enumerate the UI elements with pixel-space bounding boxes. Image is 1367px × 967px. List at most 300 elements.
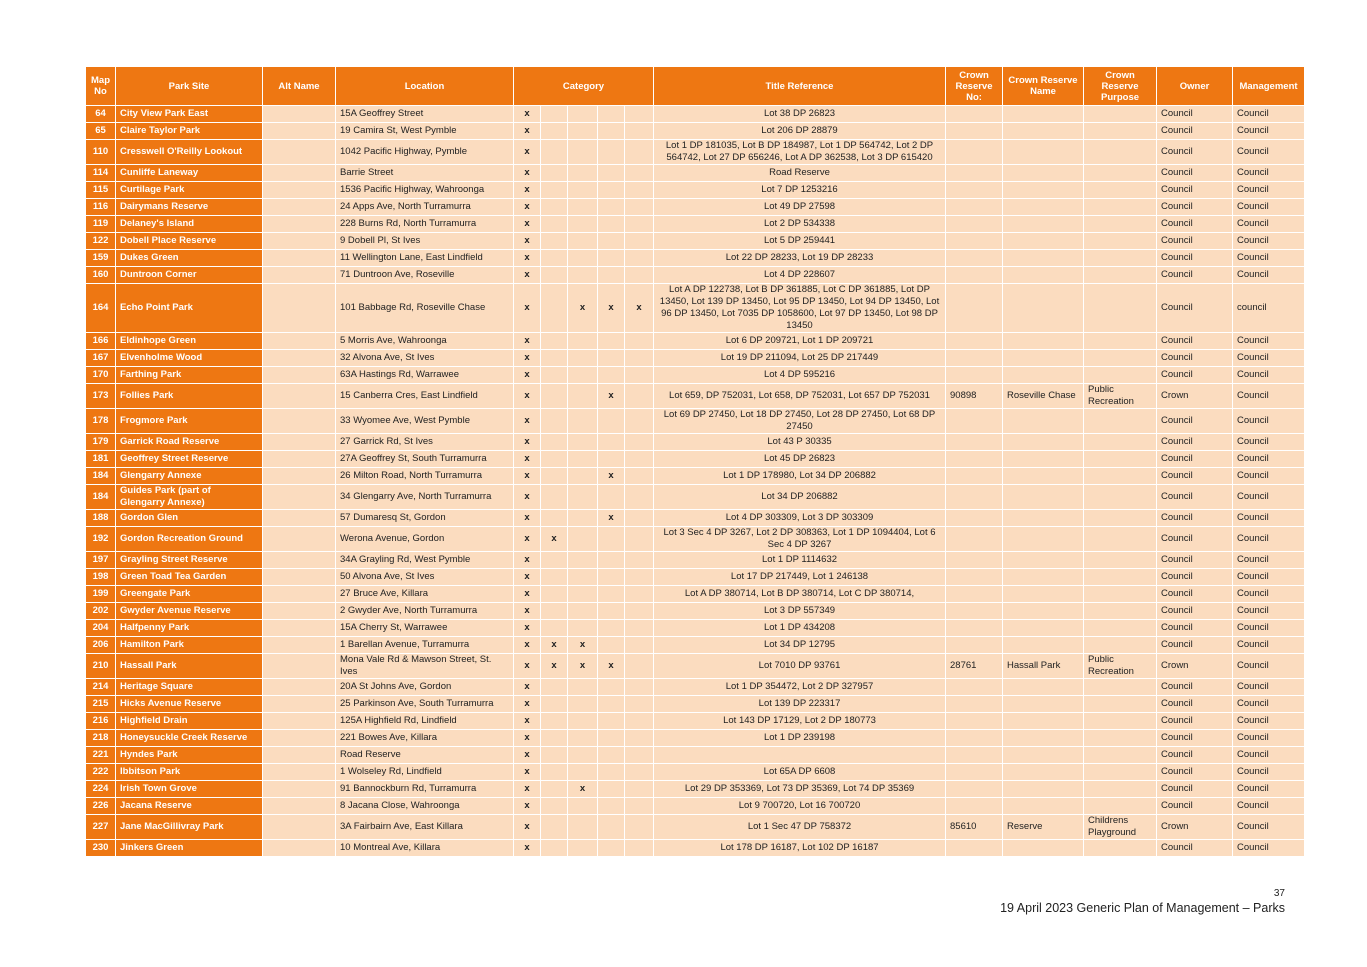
crown-reserve-purpose-cell bbox=[1084, 468, 1157, 485]
map-no-cell: 170 bbox=[86, 367, 116, 384]
category-1-cell: x bbox=[514, 679, 541, 696]
category-4-cell bbox=[598, 713, 625, 730]
category-5-cell bbox=[625, 510, 654, 527]
col-header-title-reference: Title Reference bbox=[654, 67, 946, 106]
col-header-management: Management bbox=[1233, 67, 1305, 106]
category-5-cell bbox=[625, 730, 654, 747]
crown-reserve-name-cell bbox=[1003, 182, 1084, 199]
management-cell: council bbox=[1233, 284, 1305, 333]
category-1-cell: x bbox=[514, 603, 541, 620]
category-5-cell bbox=[625, 696, 654, 713]
park-site-cell: Grayling Street Reserve bbox=[116, 552, 263, 569]
footer-text: 19 April 2023 Generic Plan of Management – Parks bbox=[1000, 901, 1285, 915]
management-cell: Council bbox=[1233, 451, 1305, 468]
col-header-park-site: Park Site bbox=[116, 67, 263, 106]
management-cell: Council bbox=[1233, 485, 1305, 510]
crown-reserve-no-cell bbox=[946, 333, 1003, 350]
alt-name-cell bbox=[263, 434, 336, 451]
park-site-cell: Farthing Park bbox=[116, 367, 263, 384]
owner-cell: Crown bbox=[1157, 815, 1233, 840]
category-4-cell bbox=[598, 367, 625, 384]
park-site-cell: Cunliffe Laneway bbox=[116, 165, 263, 182]
category-3-cell bbox=[568, 696, 598, 713]
table-row bbox=[86, 840, 1305, 857]
category-3-cell bbox=[568, 679, 598, 696]
owner-cell: Council bbox=[1157, 840, 1233, 857]
owner-cell: Council bbox=[1157, 468, 1233, 485]
owner-cell: Council bbox=[1157, 730, 1233, 747]
category-2-cell bbox=[541, 216, 568, 233]
owner-cell: Council bbox=[1157, 216, 1233, 233]
park-register-sheet bbox=[85, 66, 1304, 857]
category-1-cell: x bbox=[514, 165, 541, 182]
location-cell: 63A Hastings Rd, Warrawee bbox=[336, 367, 514, 384]
map-no-cell: 116 bbox=[86, 199, 116, 216]
category-1-cell: x bbox=[514, 182, 541, 199]
crown-reserve-name-cell bbox=[1003, 216, 1084, 233]
category-3-cell bbox=[568, 333, 598, 350]
park-site-cell: Greengate Park bbox=[116, 586, 263, 603]
location-cell: 228 Burns Rd, North Turramurra bbox=[336, 216, 514, 233]
management-cell: Council bbox=[1233, 569, 1305, 586]
alt-name-cell bbox=[263, 250, 336, 267]
category-2-cell bbox=[541, 552, 568, 569]
management-cell: Council bbox=[1233, 679, 1305, 696]
park-site-cell: Claire Taylor Park bbox=[116, 123, 263, 140]
category-1-cell: x bbox=[514, 747, 541, 764]
category-1-cell: x bbox=[514, 637, 541, 654]
location-cell: 57 Dumaresq St, Gordon bbox=[336, 510, 514, 527]
category-3-cell bbox=[568, 713, 598, 730]
category-1-cell: x bbox=[514, 485, 541, 510]
location-cell: 25 Parkinson Ave, South Turramurra bbox=[336, 696, 514, 713]
crown-reserve-purpose-cell bbox=[1084, 106, 1157, 123]
alt-name-cell bbox=[263, 267, 336, 284]
crown-reserve-no-cell: 85610 bbox=[946, 815, 1003, 840]
location-cell: 15A Cherry St, Warrawee bbox=[336, 620, 514, 637]
category-5-cell bbox=[625, 384, 654, 409]
page-number: 37 bbox=[1273, 888, 1285, 899]
crown-reserve-purpose-cell bbox=[1084, 840, 1157, 857]
title-reference-cell: Lot 69 DP 27450, Lot 18 DP 27450, Lot 28 DP 27450, Lot 68 DP 27450 bbox=[654, 409, 946, 434]
map-no-cell: 216 bbox=[86, 713, 116, 730]
category-4-cell bbox=[598, 250, 625, 267]
category-2-cell bbox=[541, 840, 568, 857]
title-reference-cell: Lot 143 DP 17129, Lot 2 DP 180773 bbox=[654, 713, 946, 730]
category-2-cell bbox=[541, 233, 568, 250]
alt-name-cell bbox=[263, 527, 336, 552]
crown-reserve-name-cell bbox=[1003, 510, 1084, 527]
management-cell: Council bbox=[1233, 637, 1305, 654]
location-cell: 32 Alvona Ave, St Ives bbox=[336, 350, 514, 367]
category-5-cell bbox=[625, 106, 654, 123]
table-row bbox=[86, 713, 1305, 730]
crown-reserve-no-cell bbox=[946, 569, 1003, 586]
crown-reserve-name-cell bbox=[1003, 250, 1084, 267]
location-cell: 34A Grayling Rd, West Pymble bbox=[336, 552, 514, 569]
table-row bbox=[86, 527, 1305, 552]
category-2-cell bbox=[541, 696, 568, 713]
category-3-cell: x bbox=[568, 637, 598, 654]
table-row bbox=[86, 603, 1305, 620]
category-4-cell bbox=[598, 267, 625, 284]
owner-cell: Council bbox=[1157, 367, 1233, 384]
alt-name-cell bbox=[263, 747, 336, 764]
category-4-cell: x bbox=[598, 468, 625, 485]
park-site-cell: Halfpenny Park bbox=[116, 620, 263, 637]
crown-reserve-no-cell bbox=[946, 284, 1003, 333]
map-no-cell: 178 bbox=[86, 409, 116, 434]
park-site-cell: Honeysuckle Creek Reserve bbox=[116, 730, 263, 747]
crown-reserve-no-cell bbox=[946, 140, 1003, 165]
owner-cell: Council bbox=[1157, 586, 1233, 603]
park-site-cell: Eldinhope Green bbox=[116, 333, 263, 350]
category-2-cell bbox=[541, 451, 568, 468]
map-no-cell: 218 bbox=[86, 730, 116, 747]
location-cell: 5 Morris Ave, Wahroonga bbox=[336, 333, 514, 350]
location-cell: 15 Canberra Cres, East Lindfield bbox=[336, 384, 514, 409]
category-4-cell bbox=[598, 451, 625, 468]
category-4-cell bbox=[598, 586, 625, 603]
owner-cell: Council bbox=[1157, 603, 1233, 620]
category-5-cell bbox=[625, 468, 654, 485]
category-4-cell bbox=[598, 123, 625, 140]
category-1-cell: x bbox=[514, 333, 541, 350]
management-cell: Council bbox=[1233, 216, 1305, 233]
table-row bbox=[86, 216, 1305, 233]
location-cell: 71 Duntroon Ave, Roseville bbox=[336, 267, 514, 284]
owner-cell: Council bbox=[1157, 747, 1233, 764]
owner-cell: Council bbox=[1157, 199, 1233, 216]
category-2-cell bbox=[541, 620, 568, 637]
crown-reserve-no-cell bbox=[946, 730, 1003, 747]
park-site-cell: Green Toad Tea Garden bbox=[116, 569, 263, 586]
park-site-cell: Dukes Green bbox=[116, 250, 263, 267]
category-3-cell bbox=[568, 586, 598, 603]
map-no-cell: 164 bbox=[86, 284, 116, 333]
alt-name-cell bbox=[263, 140, 336, 165]
title-reference-cell: Lot 4 DP 228607 bbox=[654, 267, 946, 284]
category-5-cell bbox=[625, 140, 654, 165]
park-site-cell: Echo Point Park bbox=[116, 284, 263, 333]
park-site-cell: Hyndes Park bbox=[116, 747, 263, 764]
crown-reserve-purpose-cell bbox=[1084, 510, 1157, 527]
owner-cell: Crown bbox=[1157, 654, 1233, 679]
category-3-cell bbox=[568, 603, 598, 620]
category-1-cell: x bbox=[514, 468, 541, 485]
title-reference-cell: Lot 1 DP 181035, Lot B DP 184987, Lot 1 DP 564742, Lot 2 DP 564742, Lot 27 DP 656246, Lot A DP 362538, Lot 3 DP 615420 bbox=[654, 140, 946, 165]
crown-reserve-purpose-cell bbox=[1084, 679, 1157, 696]
title-reference-cell: Lot 139 DP 223317 bbox=[654, 696, 946, 713]
crown-reserve-no-cell bbox=[946, 781, 1003, 798]
category-5-cell bbox=[625, 552, 654, 569]
owner-cell: Council bbox=[1157, 620, 1233, 637]
management-cell: Council bbox=[1233, 713, 1305, 730]
category-2-cell bbox=[541, 267, 568, 284]
crown-reserve-purpose-cell bbox=[1084, 267, 1157, 284]
category-1-cell: x bbox=[514, 123, 541, 140]
location-cell: 1 Barellan Avenue, Turramurra bbox=[336, 637, 514, 654]
category-1-cell: x bbox=[514, 840, 541, 857]
alt-name-cell bbox=[263, 123, 336, 140]
category-3-cell bbox=[568, 798, 598, 815]
alt-name-cell bbox=[263, 781, 336, 798]
title-reference-cell: Lot 34 DP 12795 bbox=[654, 637, 946, 654]
category-3-cell bbox=[568, 730, 598, 747]
alt-name-cell bbox=[263, 586, 336, 603]
title-reference-cell: Lot 178 DP 16187, Lot 102 DP 16187 bbox=[654, 840, 946, 857]
table-row bbox=[86, 267, 1305, 284]
category-4-cell bbox=[598, 603, 625, 620]
crown-reserve-no-cell bbox=[946, 165, 1003, 182]
title-reference-cell bbox=[654, 747, 946, 764]
title-reference-cell: Lot 1 DP 1114632 bbox=[654, 552, 946, 569]
category-2-cell bbox=[541, 333, 568, 350]
category-3-cell bbox=[568, 451, 598, 468]
category-2-cell bbox=[541, 106, 568, 123]
title-reference-cell: Lot 45 DP 26823 bbox=[654, 451, 946, 468]
alt-name-cell bbox=[263, 620, 336, 637]
category-2-cell bbox=[541, 182, 568, 199]
category-3-cell bbox=[568, 620, 598, 637]
location-cell: 1 Wolseley Rd, Lindfield bbox=[336, 764, 514, 781]
management-cell: Council bbox=[1233, 468, 1305, 485]
category-2-cell bbox=[541, 384, 568, 409]
alt-name-cell bbox=[263, 552, 336, 569]
management-cell: Council bbox=[1233, 267, 1305, 284]
category-4-cell bbox=[598, 764, 625, 781]
category-4-cell bbox=[598, 199, 625, 216]
owner-cell: Council bbox=[1157, 284, 1233, 333]
category-3-cell bbox=[568, 106, 598, 123]
location-cell: 1536 Pacific Highway, Wahroonga bbox=[336, 182, 514, 199]
map-no-cell: 188 bbox=[86, 510, 116, 527]
category-4-cell: x bbox=[598, 284, 625, 333]
alt-name-cell bbox=[263, 637, 336, 654]
title-reference-cell: Lot 7010 DP 93761 bbox=[654, 654, 946, 679]
category-3-cell bbox=[568, 250, 598, 267]
crown-reserve-name-cell bbox=[1003, 798, 1084, 815]
location-cell: 91 Bannockburn Rd, Turramurra bbox=[336, 781, 514, 798]
crown-reserve-name-cell bbox=[1003, 730, 1084, 747]
title-reference-cell: Lot 9 700720, Lot 16 700720 bbox=[654, 798, 946, 815]
management-cell: Council bbox=[1233, 106, 1305, 123]
crown-reserve-name-cell bbox=[1003, 140, 1084, 165]
crown-reserve-name-cell bbox=[1003, 679, 1084, 696]
category-1-cell: x bbox=[514, 284, 541, 333]
col-header-owner: Owner bbox=[1157, 67, 1233, 106]
map-no-cell: 179 bbox=[86, 434, 116, 451]
category-5-cell bbox=[625, 713, 654, 730]
title-reference-cell: Lot 49 DP 27598 bbox=[654, 199, 946, 216]
category-2-cell bbox=[541, 781, 568, 798]
park-site-cell: Jane MacGillivray Park bbox=[116, 815, 263, 840]
management-cell: Council bbox=[1233, 510, 1305, 527]
crown-reserve-purpose-cell bbox=[1084, 140, 1157, 165]
title-reference-cell: Lot A DP 122738, Lot B DP 361885, Lot C DP 361885, Lot DP 13450, Lot 139 DP 13450, Lot 95 DP 13450, Lot 94 DP 13450, Lot 96 DP 13450, Lot 7035 DP 1058600, Lot 97 DP 13450, Lot 98 DP 13450 bbox=[654, 284, 946, 333]
category-3-cell bbox=[568, 123, 598, 140]
title-reference-cell: Lot 1 DP 434208 bbox=[654, 620, 946, 637]
park-site-cell: Garrick Road Reserve bbox=[116, 434, 263, 451]
owner-cell: Council bbox=[1157, 764, 1233, 781]
table-row bbox=[86, 637, 1305, 654]
management-cell: Council bbox=[1233, 781, 1305, 798]
park-site-cell: Gwyder Avenue Reserve bbox=[116, 603, 263, 620]
alt-name-cell bbox=[263, 569, 336, 586]
map-no-cell: 214 bbox=[86, 679, 116, 696]
category-2-cell bbox=[541, 679, 568, 696]
category-5-cell bbox=[625, 569, 654, 586]
crown-reserve-purpose-cell bbox=[1084, 764, 1157, 781]
category-3-cell bbox=[568, 384, 598, 409]
table-row bbox=[86, 569, 1305, 586]
owner-cell: Council bbox=[1157, 569, 1233, 586]
management-cell: Council bbox=[1233, 798, 1305, 815]
category-2-cell bbox=[541, 510, 568, 527]
category-5-cell bbox=[625, 216, 654, 233]
crown-reserve-no-cell bbox=[946, 182, 1003, 199]
crown-reserve-name-cell bbox=[1003, 696, 1084, 713]
category-1-cell: x bbox=[514, 250, 541, 267]
management-cell: Council bbox=[1233, 123, 1305, 140]
map-no-cell: 199 bbox=[86, 586, 116, 603]
alt-name-cell bbox=[263, 510, 336, 527]
location-cell: 34 Glengarry Ave, North Turramurra bbox=[336, 485, 514, 510]
location-cell: 8 Jacana Close, Wahroonga bbox=[336, 798, 514, 815]
crown-reserve-no-cell bbox=[946, 603, 1003, 620]
crown-reserve-name-cell bbox=[1003, 106, 1084, 123]
title-reference-cell: Lot A DP 380714, Lot B DP 380714, Lot C DP 380714, bbox=[654, 586, 946, 603]
category-1-cell: x bbox=[514, 384, 541, 409]
crown-reserve-purpose-cell bbox=[1084, 485, 1157, 510]
category-5-cell bbox=[625, 409, 654, 434]
category-4-cell bbox=[598, 552, 625, 569]
category-2-cell bbox=[541, 350, 568, 367]
crown-reserve-name-cell: Reserve bbox=[1003, 815, 1084, 840]
crown-reserve-purpose-cell bbox=[1084, 552, 1157, 569]
category-1-cell: x bbox=[514, 409, 541, 434]
table-row bbox=[86, 333, 1305, 350]
owner-cell: Council bbox=[1157, 485, 1233, 510]
crown-reserve-no-cell bbox=[946, 367, 1003, 384]
category-5-cell bbox=[625, 620, 654, 637]
management-cell: Council bbox=[1233, 552, 1305, 569]
category-3-cell bbox=[568, 747, 598, 764]
crown-reserve-purpose-cell bbox=[1084, 713, 1157, 730]
category-1-cell: x bbox=[514, 696, 541, 713]
table-row bbox=[86, 451, 1305, 468]
location-cell: Mona Vale Rd & Mawson Street, St. Ives bbox=[336, 654, 514, 679]
location-cell: 20A St Johns Ave, Gordon bbox=[336, 679, 514, 696]
category-2-cell bbox=[541, 140, 568, 165]
category-4-cell bbox=[598, 233, 625, 250]
category-4-cell bbox=[598, 350, 625, 367]
map-no-cell: 227 bbox=[86, 815, 116, 840]
category-1-cell: x bbox=[514, 552, 541, 569]
crown-reserve-no-cell bbox=[946, 250, 1003, 267]
title-reference-cell: Lot 1 DP 178980, Lot 34 DP 206882 bbox=[654, 468, 946, 485]
park-site-cell: Ibbitson Park bbox=[116, 764, 263, 781]
category-4-cell bbox=[598, 679, 625, 696]
map-no-cell: 184 bbox=[86, 468, 116, 485]
table-row bbox=[86, 367, 1305, 384]
crown-reserve-no-cell bbox=[946, 798, 1003, 815]
title-reference-cell: Lot 38 DP 26823 bbox=[654, 106, 946, 123]
crown-reserve-purpose-cell bbox=[1084, 216, 1157, 233]
owner-cell: Council bbox=[1157, 637, 1233, 654]
category-3-cell bbox=[568, 216, 598, 233]
map-no-cell: 65 bbox=[86, 123, 116, 140]
crown-reserve-no-cell bbox=[946, 434, 1003, 451]
category-4-cell bbox=[598, 747, 625, 764]
map-no-cell: 197 bbox=[86, 552, 116, 569]
location-cell: Barrie Street bbox=[336, 165, 514, 182]
management-cell: Council bbox=[1233, 815, 1305, 840]
crown-reserve-name-cell bbox=[1003, 569, 1084, 586]
category-5-cell bbox=[625, 233, 654, 250]
management-cell: Council bbox=[1233, 764, 1305, 781]
category-3-cell bbox=[568, 367, 598, 384]
table-row bbox=[86, 140, 1305, 165]
table-row bbox=[86, 434, 1305, 451]
alt-name-cell bbox=[263, 679, 336, 696]
category-1-cell: x bbox=[514, 267, 541, 284]
table-row bbox=[86, 350, 1305, 367]
category-1-cell: x bbox=[514, 527, 541, 552]
table-row bbox=[86, 485, 1305, 510]
title-reference-cell: Lot 34 DP 206882 bbox=[654, 485, 946, 510]
map-no-cell: 159 bbox=[86, 250, 116, 267]
location-cell: 11 Wellington Lane, East Lindfield bbox=[336, 250, 514, 267]
park-site-cell: Cresswell O'Reilly Lookout bbox=[116, 140, 263, 165]
alt-name-cell bbox=[263, 384, 336, 409]
category-3-cell bbox=[568, 552, 598, 569]
category-4-cell: x bbox=[598, 654, 625, 679]
location-cell: 27A Geoffrey St, South Turramurra bbox=[336, 451, 514, 468]
crown-reserve-name-cell bbox=[1003, 552, 1084, 569]
title-reference-cell: Lot 3 Sec 4 DP 3267, Lot 2 DP 308363, Lot 1 DP 1094404, Lot 6 Sec 4 DP 3267 bbox=[654, 527, 946, 552]
park-site-cell: Dairymans Reserve bbox=[116, 199, 263, 216]
alt-name-cell bbox=[263, 485, 336, 510]
map-no-cell: 115 bbox=[86, 182, 116, 199]
table-row bbox=[86, 586, 1305, 603]
crown-reserve-purpose-cell bbox=[1084, 637, 1157, 654]
crown-reserve-no-cell bbox=[946, 764, 1003, 781]
crown-reserve-purpose-cell bbox=[1084, 603, 1157, 620]
crown-reserve-purpose-cell bbox=[1084, 696, 1157, 713]
category-4-cell bbox=[598, 696, 625, 713]
title-reference-cell: Lot 1 DP 239198 bbox=[654, 730, 946, 747]
crown-reserve-purpose-cell bbox=[1084, 165, 1157, 182]
crown-reserve-name-cell: Roseville Chase bbox=[1003, 384, 1084, 409]
category-2-cell bbox=[541, 485, 568, 510]
park-site-cell: Hicks Avenue Reserve bbox=[116, 696, 263, 713]
crown-reserve-name-cell bbox=[1003, 451, 1084, 468]
category-4-cell bbox=[598, 781, 625, 798]
crown-reserve-purpose-cell bbox=[1084, 798, 1157, 815]
category-5-cell bbox=[625, 250, 654, 267]
crown-reserve-name-cell bbox=[1003, 781, 1084, 798]
crown-reserve-name-cell bbox=[1003, 468, 1084, 485]
crown-reserve-name-cell bbox=[1003, 367, 1084, 384]
title-reference-cell: Lot 1 Sec 47 DP 758372 bbox=[654, 815, 946, 840]
park-site-cell: Hassall Park bbox=[116, 654, 263, 679]
crown-reserve-no-cell bbox=[946, 233, 1003, 250]
category-3-cell bbox=[568, 165, 598, 182]
category-4-cell bbox=[598, 434, 625, 451]
category-1-cell: x bbox=[514, 140, 541, 165]
park-site-cell: Glengarry Annexe bbox=[116, 468, 263, 485]
